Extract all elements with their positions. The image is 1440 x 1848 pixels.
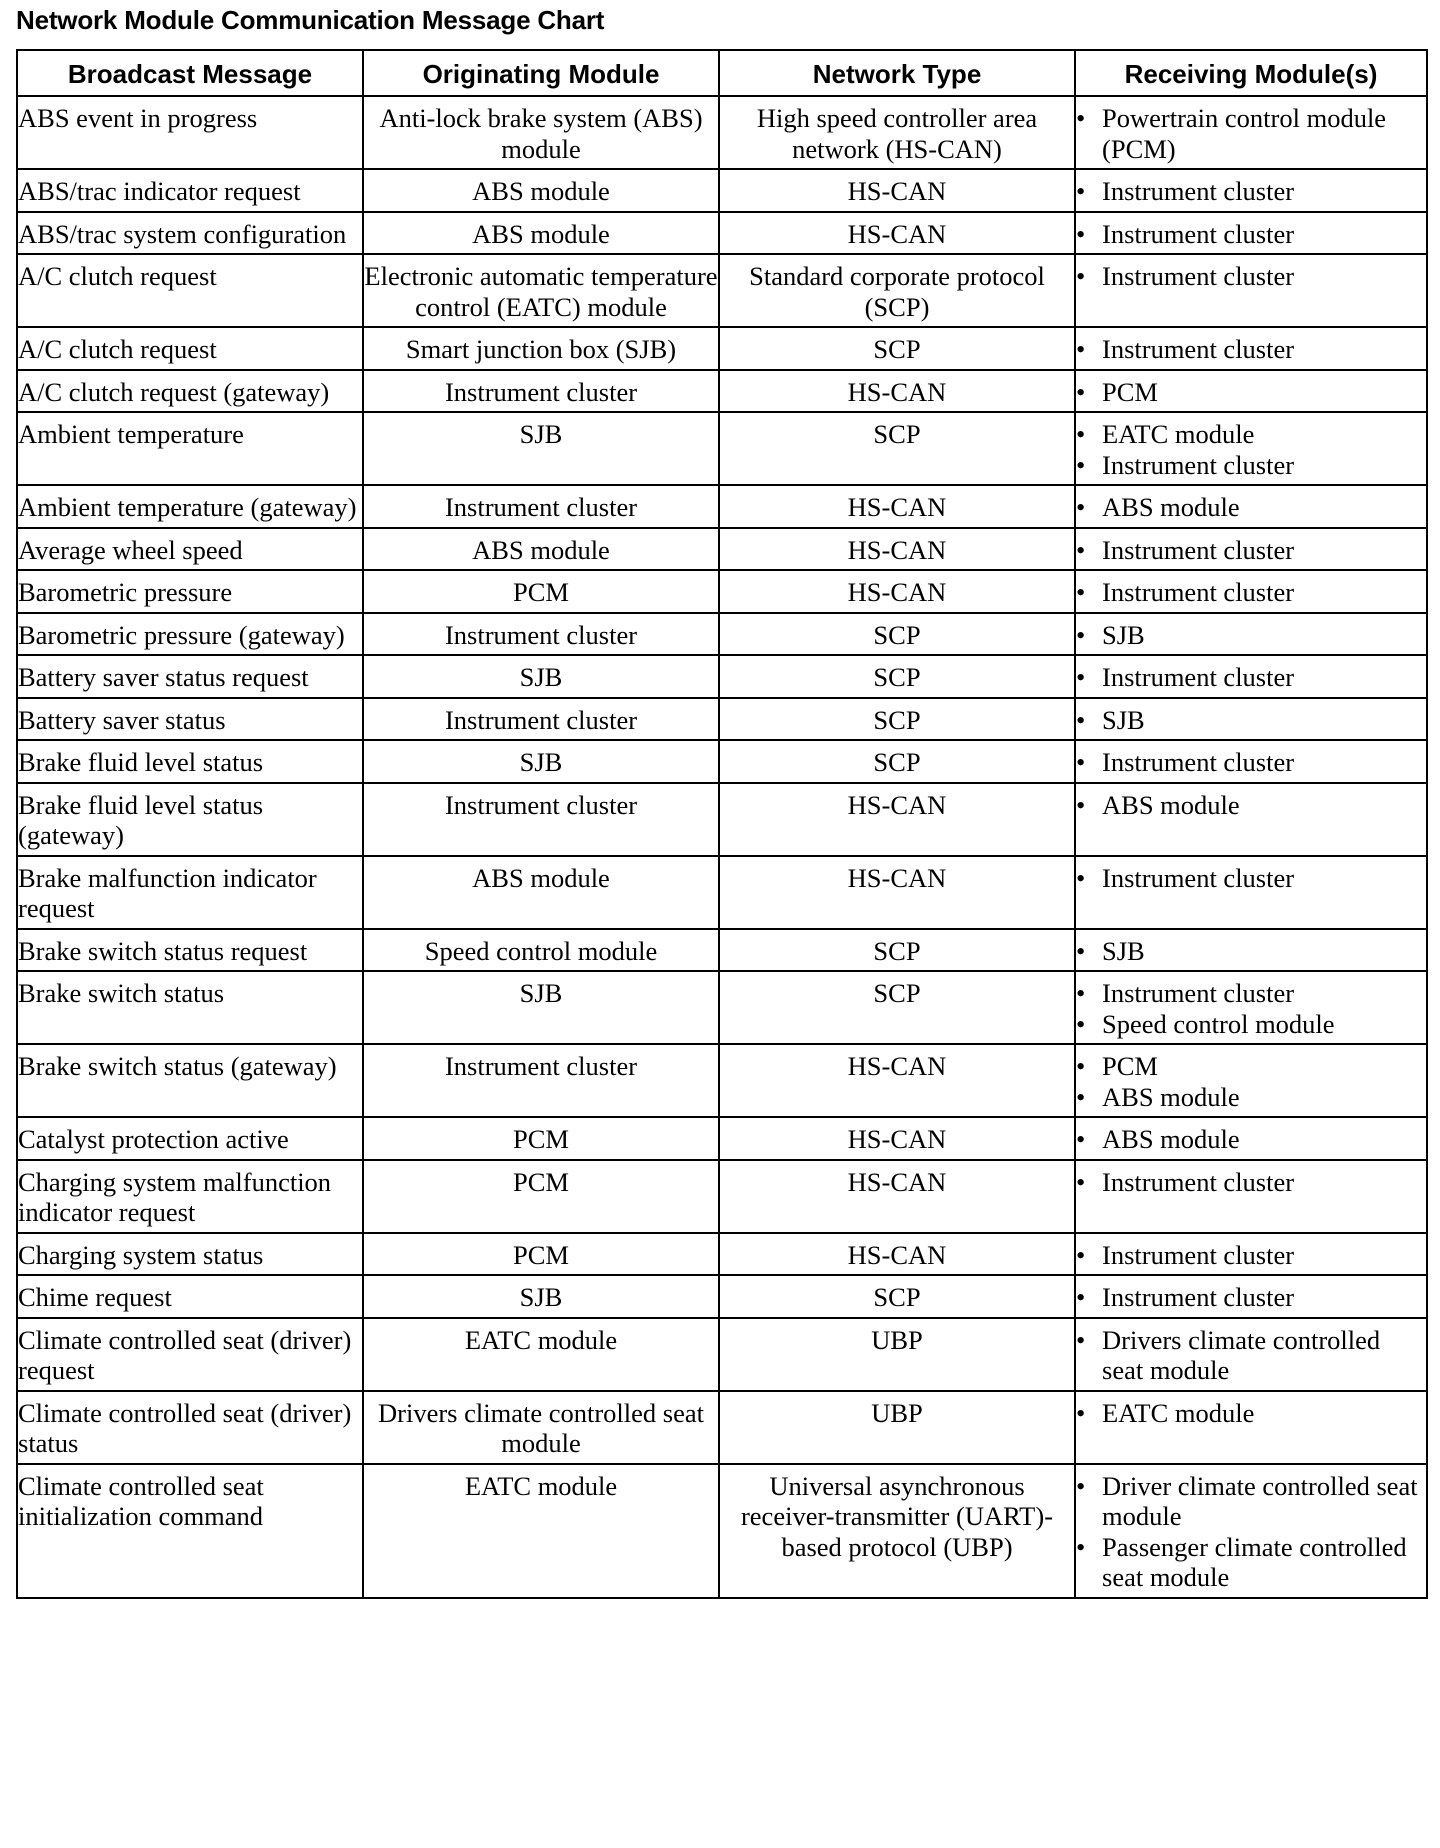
broadcast-message-cell: Barometric pressure (gateway) bbox=[17, 613, 363, 656]
network-type-cell: HS-CAN bbox=[719, 1160, 1075, 1233]
originating-module-cell: PCM bbox=[363, 1233, 719, 1276]
table-row bbox=[17, 1117, 1427, 1160]
network-type-cell: HS-CAN bbox=[719, 1117, 1075, 1160]
originating-module-cell: Speed control module bbox=[363, 929, 719, 972]
list-item: • ABS module bbox=[1076, 1124, 1426, 1155]
header-receiving-modules: Receiving Module(s) bbox=[1075, 50, 1427, 96]
list-item: • Instrument cluster bbox=[1076, 662, 1426, 693]
broadcast-message-cell: Charging system status bbox=[17, 1233, 363, 1276]
receiving-modules-list bbox=[1076, 176, 1426, 207]
list-item: • Instrument cluster bbox=[1076, 978, 1426, 1009]
originating-module-cell: SJB bbox=[363, 740, 719, 783]
receiving-modules-list bbox=[1076, 863, 1426, 894]
broadcast-message-cell: Barometric pressure bbox=[17, 570, 363, 613]
receiving-modules-list bbox=[1076, 747, 1426, 778]
table-row bbox=[17, 856, 1427, 929]
network-type-cell: HS-CAN bbox=[719, 856, 1075, 929]
receiving-modules-cell bbox=[1075, 169, 1427, 212]
receiving-modules-cell bbox=[1075, 1391, 1427, 1464]
list-item: • Instrument cluster bbox=[1076, 1282, 1426, 1313]
receiving-modules-list bbox=[1076, 334, 1426, 365]
originating-module-cell: Instrument cluster bbox=[363, 783, 719, 856]
originating-module-cell: Instrument cluster bbox=[363, 370, 719, 413]
broadcast-message-cell: Brake malfunction indicator request bbox=[17, 856, 363, 929]
originating-module-cell: Instrument cluster bbox=[363, 1044, 719, 1117]
network-type-cell: Standard corporate protocol (SCP) bbox=[719, 254, 1075, 327]
list-item: • Instrument cluster bbox=[1076, 219, 1426, 250]
receiving-modules-cell bbox=[1075, 655, 1427, 698]
list-item: • Instrument cluster bbox=[1076, 1167, 1426, 1198]
receiving-modules-list bbox=[1076, 705, 1426, 736]
network-type-cell: SCP bbox=[719, 929, 1075, 972]
originating-module-cell: Instrument cluster bbox=[363, 698, 719, 741]
receiving-modules-cell bbox=[1075, 254, 1427, 327]
receiving-modules-cell bbox=[1075, 370, 1427, 413]
network-type-cell: SCP bbox=[719, 655, 1075, 698]
network-type-cell: HS-CAN bbox=[719, 212, 1075, 255]
broadcast-message-cell: Catalyst protection active bbox=[17, 1117, 363, 1160]
receiving-modules-list bbox=[1076, 577, 1426, 608]
receiving-modules-list bbox=[1076, 1282, 1426, 1313]
table-row bbox=[17, 528, 1427, 571]
table-row bbox=[17, 1275, 1427, 1318]
originating-module-cell: Electronic automatic temperature control (EATC) module bbox=[363, 254, 719, 327]
broadcast-message-cell: A/C clutch request bbox=[17, 327, 363, 370]
list-item: • SJB bbox=[1076, 620, 1426, 651]
message-chart-table bbox=[16, 49, 1428, 1599]
list-item: • Instrument cluster bbox=[1076, 261, 1426, 292]
table-row bbox=[17, 1318, 1427, 1391]
network-type-cell: SCP bbox=[719, 327, 1075, 370]
receiving-modules-cell bbox=[1075, 212, 1427, 255]
receiving-modules-cell bbox=[1075, 1044, 1427, 1117]
header-row bbox=[17, 50, 1427, 96]
originating-module-cell: SJB bbox=[363, 655, 719, 698]
receiving-modules-cell bbox=[1075, 856, 1427, 929]
network-type-cell: SCP bbox=[719, 971, 1075, 1044]
table-row bbox=[17, 370, 1427, 413]
list-item: • SJB bbox=[1076, 705, 1426, 736]
broadcast-message-cell: ABS event in progress bbox=[17, 96, 363, 169]
table-row bbox=[17, 570, 1427, 613]
table-row bbox=[17, 783, 1427, 856]
table-row bbox=[17, 485, 1427, 528]
table-row bbox=[17, 212, 1427, 255]
table-row bbox=[17, 169, 1427, 212]
originating-module-cell: Smart junction box (SJB) bbox=[363, 327, 719, 370]
originating-module-cell: ABS module bbox=[363, 169, 719, 212]
broadcast-message-cell: Battery saver status bbox=[17, 698, 363, 741]
receiving-modules-list bbox=[1076, 1124, 1426, 1155]
broadcast-message-cell: Climate controlled seat (driver) status bbox=[17, 1391, 363, 1464]
receiving-modules-list bbox=[1076, 1398, 1426, 1429]
list-item: • Instrument cluster bbox=[1076, 450, 1426, 481]
list-item: • Instrument cluster bbox=[1076, 747, 1426, 778]
network-type-cell: HS-CAN bbox=[719, 485, 1075, 528]
broadcast-message-cell: Charging system malfunction indicator request bbox=[17, 1160, 363, 1233]
broadcast-message-cell: A/C clutch request (gateway) bbox=[17, 370, 363, 413]
broadcast-message-cell: Climate controlled seat initialization command bbox=[17, 1464, 363, 1598]
originating-module-cell: ABS module bbox=[363, 528, 719, 571]
receiving-modules-list bbox=[1076, 662, 1426, 693]
header-network-type: Network Type bbox=[719, 50, 1075, 96]
broadcast-message-cell: ABS/trac system configuration bbox=[17, 212, 363, 255]
receiving-modules-list bbox=[1076, 1471, 1426, 1593]
broadcast-message-cell: Brake switch status bbox=[17, 971, 363, 1044]
receiving-modules-list bbox=[1076, 103, 1426, 164]
broadcast-message-cell: Brake fluid level status bbox=[17, 740, 363, 783]
receiving-modules-list bbox=[1076, 1167, 1426, 1198]
table-row bbox=[17, 613, 1427, 656]
receiving-modules-list bbox=[1076, 261, 1426, 292]
broadcast-message-cell: Ambient temperature (gateway) bbox=[17, 485, 363, 528]
receiving-modules-list bbox=[1076, 1051, 1426, 1112]
receiving-modules-cell bbox=[1075, 528, 1427, 571]
network-type-cell: UBP bbox=[719, 1391, 1075, 1464]
originating-module-cell: SJB bbox=[363, 412, 719, 485]
table-row bbox=[17, 1233, 1427, 1276]
receiving-modules-cell bbox=[1075, 412, 1427, 485]
list-item: • Instrument cluster bbox=[1076, 863, 1426, 894]
list-item: • ABS module bbox=[1076, 790, 1426, 821]
receiving-modules-cell bbox=[1075, 971, 1427, 1044]
receiving-modules-cell bbox=[1075, 327, 1427, 370]
network-type-cell: SCP bbox=[719, 740, 1075, 783]
network-type-cell: SCP bbox=[719, 1275, 1075, 1318]
table-row bbox=[17, 740, 1427, 783]
network-type-cell: HS-CAN bbox=[719, 169, 1075, 212]
receiving-modules-cell bbox=[1075, 929, 1427, 972]
network-type-cell: HS-CAN bbox=[719, 528, 1075, 571]
network-type-cell: HS-CAN bbox=[719, 783, 1075, 856]
receiving-modules-list bbox=[1076, 936, 1426, 967]
receiving-modules-cell bbox=[1075, 613, 1427, 656]
header-broadcast-message: Broadcast Message bbox=[17, 50, 363, 96]
broadcast-message-cell: Brake fluid level status (gateway) bbox=[17, 783, 363, 856]
originating-module-cell: EATC module bbox=[363, 1464, 719, 1598]
broadcast-message-cell: Brake switch status request bbox=[17, 929, 363, 972]
network-type-cell: SCP bbox=[719, 698, 1075, 741]
originating-module-cell: Instrument cluster bbox=[363, 613, 719, 656]
table-row bbox=[17, 698, 1427, 741]
originating-module-cell: PCM bbox=[363, 570, 719, 613]
network-type-cell: High speed controller area network (HS-CAN) bbox=[719, 96, 1075, 169]
network-type-cell: HS-CAN bbox=[719, 370, 1075, 413]
list-item: • SJB bbox=[1076, 936, 1426, 967]
receiving-modules-list bbox=[1076, 1325, 1426, 1386]
receiving-modules-cell bbox=[1075, 1117, 1427, 1160]
list-item: • PCM bbox=[1076, 377, 1426, 408]
list-item: • Passenger climate controlled seat module bbox=[1076, 1532, 1426, 1593]
originating-module-cell: PCM bbox=[363, 1160, 719, 1233]
list-item: • ABS module bbox=[1076, 1082, 1426, 1113]
network-type-cell: HS-CAN bbox=[719, 1044, 1075, 1117]
list-item: • Instrument cluster bbox=[1076, 535, 1426, 566]
list-item: • Driver climate controlled seat module bbox=[1076, 1471, 1426, 1532]
broadcast-message-cell: Brake switch status (gateway) bbox=[17, 1044, 363, 1117]
broadcast-message-cell: ABS/trac indicator request bbox=[17, 169, 363, 212]
header-originating-module: Originating Module bbox=[363, 50, 719, 96]
receiving-modules-cell bbox=[1075, 485, 1427, 528]
list-item: • Speed control module bbox=[1076, 1009, 1426, 1040]
table-row bbox=[17, 254, 1427, 327]
list-item: • ABS module bbox=[1076, 492, 1426, 523]
receiving-modules-cell bbox=[1075, 1318, 1427, 1391]
receiving-modules-cell bbox=[1075, 1464, 1427, 1598]
receiving-modules-cell bbox=[1075, 1233, 1427, 1276]
table-row bbox=[17, 327, 1427, 370]
table-row bbox=[17, 1044, 1427, 1117]
list-item: • EATC module bbox=[1076, 1398, 1426, 1429]
page-title: Network Module Communication Message Chart bbox=[16, 5, 605, 35]
network-type-cell: Universal asynchronous receiver-transmitter (UART)-based protocol (UBP) bbox=[719, 1464, 1075, 1598]
originating-module-cell: ABS module bbox=[363, 856, 719, 929]
originating-module-cell: EATC module bbox=[363, 1318, 719, 1391]
broadcast-message-cell: Average wheel speed bbox=[17, 528, 363, 571]
list-item: • EATC module bbox=[1076, 419, 1426, 450]
receiving-modules-list bbox=[1076, 492, 1426, 523]
originating-module-cell: Drivers climate controlled seat module bbox=[363, 1391, 719, 1464]
receiving-modules-list bbox=[1076, 1240, 1426, 1271]
table-row bbox=[17, 96, 1427, 169]
receiving-modules-cell bbox=[1075, 96, 1427, 169]
list-item: • Instrument cluster bbox=[1076, 1240, 1426, 1271]
originating-module-cell: Anti-lock brake system (ABS) module bbox=[363, 96, 719, 169]
table-row bbox=[17, 1464, 1427, 1598]
receiving-modules-cell bbox=[1075, 740, 1427, 783]
receiving-modules-cell bbox=[1075, 1275, 1427, 1318]
receiving-modules-cell bbox=[1075, 1160, 1427, 1233]
list-item: • Powertrain control module (PCM) bbox=[1076, 103, 1426, 164]
originating-module-cell: PCM bbox=[363, 1117, 719, 1160]
network-type-cell: UBP bbox=[719, 1318, 1075, 1391]
receiving-modules-list bbox=[1076, 219, 1426, 250]
broadcast-message-cell: Battery saver status request bbox=[17, 655, 363, 698]
table-row bbox=[17, 655, 1427, 698]
receiving-modules-list bbox=[1076, 790, 1426, 821]
network-type-cell: SCP bbox=[719, 412, 1075, 485]
receiving-modules-cell bbox=[1075, 698, 1427, 741]
list-item: • Drivers climate controlled seat module bbox=[1076, 1325, 1426, 1386]
broadcast-message-cell: A/C clutch request bbox=[17, 254, 363, 327]
list-item: • Instrument cluster bbox=[1076, 577, 1426, 608]
broadcast-message-cell: Chime request bbox=[17, 1275, 363, 1318]
list-item: • Instrument cluster bbox=[1076, 176, 1426, 207]
broadcast-message-cell: Ambient temperature bbox=[17, 412, 363, 485]
receiving-modules-list bbox=[1076, 978, 1426, 1039]
receiving-modules-list bbox=[1076, 620, 1426, 651]
receiving-modules-list bbox=[1076, 419, 1426, 480]
table-row bbox=[17, 1391, 1427, 1464]
receiving-modules-list bbox=[1076, 377, 1426, 408]
originating-module-cell: Instrument cluster bbox=[363, 485, 719, 528]
table-row bbox=[17, 412, 1427, 485]
network-type-cell: HS-CAN bbox=[719, 1233, 1075, 1276]
broadcast-message-cell: Climate controlled seat (driver) request bbox=[17, 1318, 363, 1391]
list-item: • PCM bbox=[1076, 1051, 1426, 1082]
list-item: • Instrument cluster bbox=[1076, 334, 1426, 365]
network-type-cell: SCP bbox=[719, 613, 1075, 656]
receiving-modules-list bbox=[1076, 535, 1426, 566]
originating-module-cell: SJB bbox=[363, 1275, 719, 1318]
table-row bbox=[17, 1160, 1427, 1233]
table-row bbox=[17, 971, 1427, 1044]
receiving-modules-cell bbox=[1075, 570, 1427, 613]
network-type-cell: HS-CAN bbox=[719, 570, 1075, 613]
originating-module-cell: SJB bbox=[363, 971, 719, 1044]
table-row bbox=[17, 929, 1427, 972]
originating-module-cell: ABS module bbox=[363, 212, 719, 255]
receiving-modules-cell bbox=[1075, 783, 1427, 856]
